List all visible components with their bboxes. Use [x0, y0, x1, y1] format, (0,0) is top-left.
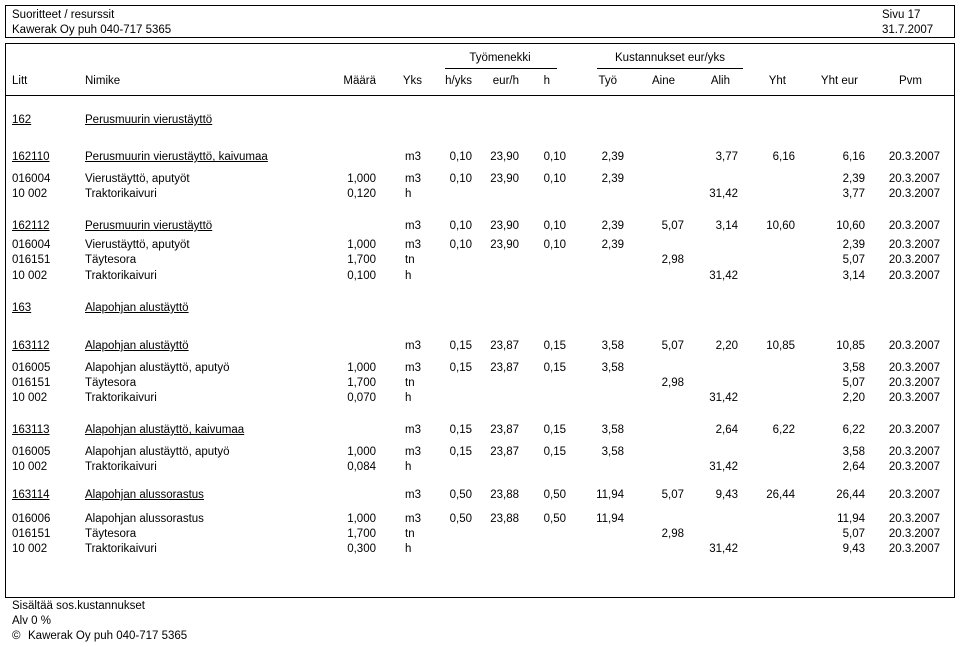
cell-ytheur: 5,07 — [842, 528, 865, 540]
cell-h: 0,15 — [543, 340, 566, 352]
cell-hyks: 0,10 — [449, 239, 472, 251]
cell-nimike: Perusmuurin vierustäyttö — [85, 220, 213, 232]
cell-litt: 10 002 — [12, 392, 48, 404]
col-header-eurh: eur/h — [492, 75, 519, 87]
cell-ytheur: 5,07 — [842, 377, 865, 389]
cell-tyo: 11,94 — [596, 513, 624, 525]
cell-litt: 10 002 — [12, 188, 48, 200]
cell-maara: 1,000 — [347, 513, 376, 525]
cell-nimike: Perusmuurin vierustäyttö, kaivumaa — [85, 151, 268, 163]
cell-yht: 10,60 — [766, 220, 795, 232]
cell-litt: 163113 — [12, 424, 50, 436]
cell-ytheur: 3,14 — [842, 270, 865, 282]
cell-hyks: 0,15 — [449, 340, 472, 352]
cell-pvm: 20.3.2007 — [888, 461, 940, 473]
cell-h: 0,50 — [543, 513, 566, 525]
cell-pvm: 20.3.2007 — [888, 424, 940, 436]
cell-aine: 5,07 — [661, 220, 684, 232]
cell-hyks: 0,15 — [449, 362, 472, 374]
cell-tyo: 2,39 — [601, 151, 624, 163]
report-title: Suoritteet / resurssit — [12, 9, 115, 21]
cell-yht: 6,16 — [772, 151, 795, 163]
cell-nimike: Täytesora — [85, 254, 137, 266]
page-number: Sivu 17 — [882, 9, 921, 21]
cell-hyks: 0,10 — [449, 151, 472, 163]
cell-aine: 2,98 — [661, 254, 684, 266]
cell-pvm: 20.3.2007 — [888, 340, 940, 352]
cell-h: 0,10 — [543, 220, 566, 232]
cell-pvm: 20.3.2007 — [888, 362, 940, 374]
cell-eurh: 23,90 — [490, 151, 519, 163]
cell-nimike: Traktorikaivuri — [85, 188, 157, 200]
cell-pvm: 20.3.2007 — [888, 528, 940, 540]
cell-pvm: 20.3.2007 — [888, 543, 940, 555]
cell-tyo: 2,39 — [601, 173, 624, 185]
cell-yks: h — [405, 392, 412, 404]
cell-h: 0,15 — [543, 446, 566, 458]
col-header-litt: Litt — [12, 75, 28, 87]
cell-yks: tn — [405, 254, 415, 266]
cell-maara: 1,000 — [347, 362, 376, 374]
cell-yks: m3 — [405, 220, 421, 232]
cell-yks: h — [405, 188, 412, 200]
col-header-nimike: Nimike — [85, 75, 121, 87]
cell-litt: 163 — [12, 302, 32, 314]
cell-litt: 016151 — [12, 377, 51, 389]
cell-aine: 5,07 — [661, 489, 684, 501]
cell-eurh: 23,90 — [490, 239, 519, 251]
cell-pvm: 20.3.2007 — [888, 188, 940, 200]
cell-pvm: 20.3.2007 — [888, 392, 940, 404]
cell-yks: m3 — [405, 173, 421, 185]
cell-alih: 31,42 — [709, 543, 738, 555]
cell-ytheur: 2,39 — [842, 239, 865, 251]
cell-alih: 3,77 — [715, 151, 738, 163]
cell-litt: 162 — [12, 114, 32, 126]
footer-note-social: Sisältää sos.kustannukset — [12, 600, 145, 612]
cell-yks: m3 — [405, 362, 421, 374]
col-header-tyo: Työ — [598, 75, 617, 87]
cell-litt: 016151 — [12, 528, 51, 540]
report-date: 31.7.2007 — [882, 24, 934, 36]
cell-alih: 31,42 — [709, 392, 738, 404]
cell-ytheur: 3,58 — [842, 446, 865, 458]
cell-nimike: Alapohjan alustäyttö — [85, 302, 189, 314]
cell-h: 0,50 — [543, 489, 566, 501]
cell-tyo: 11,94 — [596, 489, 624, 501]
cell-nimike: Alapohjan alustäyttö, kaivumaa — [85, 424, 245, 436]
cell-nimike: Alapohjan alustäyttö, aputyö — [85, 446, 230, 458]
cell-ytheur: 10,60 — [836, 220, 865, 232]
cell-litt: 10 002 — [12, 270, 48, 282]
cell-yks: m3 — [405, 340, 421, 352]
col-header-yht-eur: Yht eur — [820, 75, 858, 87]
cell-maara: 0,300 — [347, 543, 376, 555]
cell-yks: m3 — [405, 239, 421, 251]
cell-pvm: 20.3.2007 — [888, 270, 940, 282]
cell-nimike: Traktorikaivuri — [85, 392, 157, 404]
cell-pvm: 20.3.2007 — [888, 513, 940, 525]
cell-yks: tn — [405, 377, 415, 389]
cell-litt: 016006 — [12, 513, 51, 525]
cell-ytheur: 3,77 — [842, 188, 865, 200]
cell-alih: 31,42 — [709, 270, 738, 282]
cell-pvm: 20.3.2007 — [888, 220, 940, 232]
cell-litt: 163112 — [12, 340, 50, 352]
cell-h: 0,10 — [543, 151, 566, 163]
cell-alih: 31,42 — [709, 188, 738, 200]
group-header-worker: Työmenekki — [469, 52, 531, 64]
group-header-costs: Kustannukset eur/yks — [615, 52, 725, 64]
cell-ytheur: 26,44 — [836, 489, 865, 501]
cell-aine: 2,98 — [661, 377, 684, 389]
company-name: Kawerak Oy puh 040-717 5365 — [12, 24, 172, 36]
cell-eurh: 23,88 — [490, 513, 519, 525]
cell-nimike: Alapohjan alustäyttö, aputyö — [85, 362, 230, 374]
cell-alih: 31,42 — [709, 461, 738, 473]
cell-maara: 0,084 — [347, 461, 376, 473]
cell-yht: 6,22 — [772, 424, 795, 436]
cell-yks: h — [405, 461, 412, 473]
cell-litt: 162110 — [12, 151, 50, 163]
cell-alih: 2,20 — [715, 340, 738, 352]
cell-yks: h — [405, 543, 412, 555]
cell-litt: 016005 — [12, 362, 51, 374]
col-header-pvm: Pvm — [899, 75, 922, 87]
cell-yks: tn — [405, 528, 415, 540]
cell-yht: 26,44 — [766, 489, 795, 501]
cell-hyks: 0,10 — [449, 173, 472, 185]
cell-eurh: 23,90 — [490, 173, 519, 185]
cell-nimike: Alapohjan alussorastus — [85, 489, 204, 501]
footer-company: Kawerak Oy puh 040-717 5365 — [28, 630, 188, 642]
cell-litt: 016005 — [12, 446, 51, 458]
cell-pvm: 20.3.2007 — [888, 489, 940, 501]
cell-maara: 0,070 — [347, 392, 376, 404]
cell-hyks: 0,15 — [449, 446, 472, 458]
cell-nimike: Traktorikaivuri — [85, 543, 157, 555]
col-header-alih: Alih — [710, 75, 730, 87]
cell-tyo: 2,39 — [601, 220, 624, 232]
cell-yks: h — [405, 270, 412, 282]
cell-h: 0,15 — [543, 424, 566, 436]
cell-yks: m3 — [405, 446, 421, 458]
cell-hyks: 0,50 — [449, 489, 472, 501]
cell-nimike: Vierustäyttö, aputyöt — [85, 239, 190, 251]
cell-eurh: 23,87 — [490, 424, 519, 436]
col-header-hyks: h/yks — [445, 75, 472, 87]
cell-nimike: Perusmuurin vierustäyttö — [85, 114, 213, 126]
cell-ytheur: 10,85 — [836, 340, 865, 352]
cell-maara: 0,120 — [347, 188, 376, 200]
cell-ytheur: 11,94 — [837, 513, 865, 525]
cell-eurh: 23,88 — [490, 489, 519, 501]
cell-ytheur: 2,64 — [842, 461, 865, 473]
cell-litt: 10 002 — [12, 461, 48, 473]
cell-h: 0,10 — [543, 173, 566, 185]
cell-eurh: 23,87 — [490, 362, 519, 374]
cell-tyo: 3,58 — [601, 424, 624, 436]
cell-nimike: Täytesora — [85, 377, 137, 389]
col-header-maara: Määrä — [343, 75, 376, 87]
cell-h: 0,15 — [543, 362, 566, 374]
cell-ytheur: 3,58 — [842, 362, 865, 374]
cell-ytheur: 5,07 — [842, 254, 865, 266]
cell-yks: m3 — [405, 489, 421, 501]
cell-eurh: 23,87 — [490, 340, 519, 352]
copyright-icon: © — [12, 630, 21, 642]
cell-hyks: 0,15 — [449, 424, 472, 436]
col-header-yht: Yht — [768, 75, 786, 87]
cell-maara: 1,000 — [347, 239, 376, 251]
cell-eurh: 23,90 — [490, 220, 519, 232]
cell-alih: 9,43 — [715, 489, 738, 501]
cell-tyo: 2,39 — [601, 239, 624, 251]
cell-nimike: Traktorikaivuri — [85, 270, 157, 282]
cell-ytheur: 2,20 — [842, 392, 865, 404]
cell-pvm: 20.3.2007 — [888, 377, 940, 389]
cell-litt: 016004 — [12, 239, 51, 251]
cell-hyks: 0,10 — [449, 220, 472, 232]
cell-litt: 016004 — [12, 173, 51, 185]
cell-h: 0,10 — [543, 239, 566, 251]
col-header-yks: Yks — [402, 75, 422, 87]
cell-ytheur: 2,39 — [842, 173, 865, 185]
cell-tyo: 3,58 — [601, 362, 624, 374]
cell-litt: 016151 — [12, 254, 51, 266]
cell-litt: 10 002 — [12, 543, 48, 555]
cell-yht: 10,85 — [766, 340, 795, 352]
cell-tyo: 3,58 — [601, 340, 624, 352]
col-header-h: h — [543, 75, 550, 87]
cell-pvm: 20.3.2007 — [888, 254, 940, 266]
cell-nimike: Alapohjan alustäyttö — [85, 340, 189, 352]
cell-yks: m3 — [405, 151, 421, 163]
cell-aine: 2,98 — [661, 528, 684, 540]
cell-eurh: 23,87 — [490, 446, 519, 458]
cell-aine: 5,07 — [661, 340, 684, 352]
cell-pvm: 20.3.2007 — [888, 151, 940, 163]
cell-pvm: 20.3.2007 — [888, 446, 940, 458]
cell-maara: 0,100 — [347, 270, 376, 282]
cell-litt: 162112 — [12, 220, 50, 232]
cell-tyo: 3,58 — [601, 446, 624, 458]
cell-maara: 1,700 — [347, 254, 376, 266]
cell-maara: 1,000 — [347, 446, 376, 458]
footer-vat: Alv 0 % — [12, 615, 51, 627]
cell-maara: 1,700 — [347, 528, 376, 540]
cell-ytheur: 6,16 — [842, 151, 865, 163]
cell-nimike: Alapohjan alussorastus — [85, 513, 204, 525]
cell-litt: 163114 — [12, 489, 50, 501]
col-header-aine: Aine — [651, 75, 675, 87]
cell-ytheur: 9,43 — [842, 543, 865, 555]
cell-nimike: Traktorikaivuri — [85, 461, 157, 473]
cell-alih: 2,64 — [715, 424, 738, 436]
cell-pvm: 20.3.2007 — [888, 239, 940, 251]
cell-alih: 3,14 — [715, 220, 738, 232]
cell-yks: m3 — [405, 424, 421, 436]
cell-yks: m3 — [405, 513, 421, 525]
cell-maara: 1,700 — [347, 377, 376, 389]
cell-nimike: Vierustäyttö, aputyöt — [85, 173, 190, 185]
cell-nimike: Täytesora — [85, 528, 137, 540]
cell-maara: 1,000 — [347, 173, 376, 185]
cell-ytheur: 6,22 — [842, 424, 865, 436]
cell-hyks: 0,50 — [449, 513, 472, 525]
cell-pvm: 20.3.2007 — [888, 173, 940, 185]
